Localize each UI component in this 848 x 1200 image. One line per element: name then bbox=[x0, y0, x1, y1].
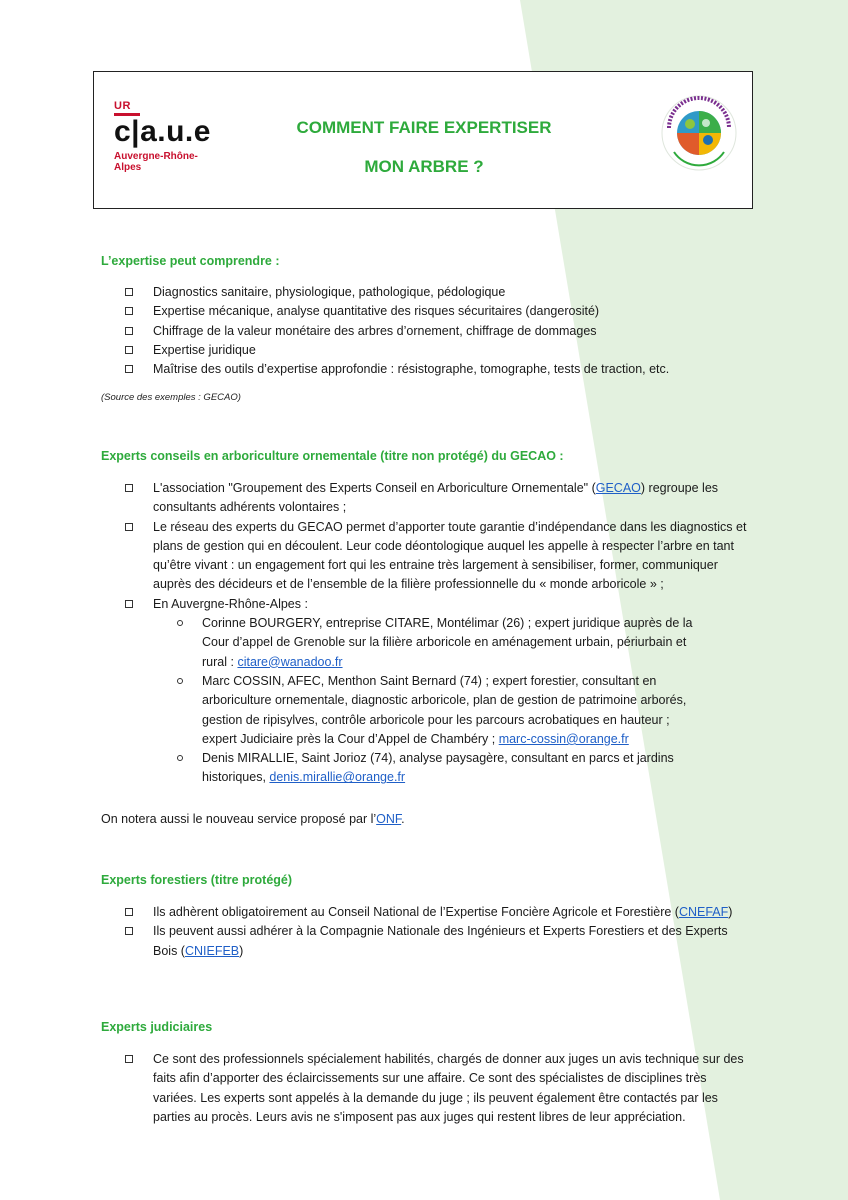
email-link-citare[interactable]: citare@wanadoo.fr bbox=[237, 654, 343, 669]
expert-item: Marc COSSIN, AFEC, Menthon Saint Bernard (74) ; expert forestier, consultant en arboriculture ornementale, diagnostic arboricole, plan de gestion de patrimoine arborés, gestion de ripisylves, contrôle arboricole pour les parcours acrobatiques en hauteur ; expert Judiciaire près la Cour d’Appel de Chambéry ; marc-cossin@orange.fr bbox=[177, 672, 695, 749]
circle-bullet-icon bbox=[177, 678, 183, 684]
checkbox-bullet-icon bbox=[125, 600, 133, 608]
cniefeb-link[interactable]: CNIEFEB bbox=[184, 943, 240, 958]
caue-logo bbox=[114, 100, 224, 180]
list-item: En Auvergne-Rhône-Alpes : Corinne BOURGERY, entreprise CITARE, Montélimar (26) ; expert juridique auprès de la Cour d’appel de Grenoble sur la filière arboricole en aménagement urbain, périurbain et rural : citare@wanadoo.fr Marc COSSIN, AFEC, Menthon Saint Bernard (74) ; expert forestier, consultant en arboriculture ornementale, diagnostic arboricole, plan de gestion de patrimoine arborés, gestion de ripisylves, contrôle arboricole pour les parcours acrobatiques en hauteur ; expert Judiciaire près la Cour d’Appel de Chambéry ; marc-cossin@orange.fr Denis MIRALLIE, Saint Jorioz (74), analyse paysagère, consultant en parcs et jardins historiques, denis.mirallie@orange.fr bbox=[125, 595, 750, 788]
list-item: L'association "Groupement des Experts Conseil en Arboriculture Ornementale" (GECAO) regroupe les consultants adhérents volontaires ; bbox=[125, 479, 750, 518]
checkbox-bullet-icon bbox=[125, 927, 133, 935]
list-item: Expertise juridique bbox=[125, 341, 669, 360]
gecao-link[interactable]: GECAO bbox=[595, 481, 641, 495]
logo-caue-text: c|a.u.e bbox=[114, 114, 211, 148]
list-item: Maîtrise des outils d’expertise approfondie : résistographe, tomographe, tests de traction, etc. bbox=[125, 360, 669, 379]
gecao-list bbox=[125, 479, 750, 788]
checkbox-bullet-icon bbox=[125, 523, 133, 531]
onf-link[interactable]: ONF bbox=[376, 812, 402, 826]
circle-bullet-icon bbox=[177, 620, 183, 626]
checkbox-bullet-icon bbox=[125, 484, 133, 492]
list-item: Diagnostics sanitaire, physiologique, pathologique, pédologique bbox=[125, 283, 669, 302]
checkbox-bullet-icon bbox=[125, 346, 133, 354]
header-box bbox=[93, 71, 753, 209]
list-item: Le réseau des experts du GECAO permet d’apporter toute garantie d’indépendance dans les diagnostics et plans de gestion qui en découlent. Leur code déontologique auquel les appelle à respecter l’arbre en tant qu’être vivant : un engagement fort qui les entraine très largement à sensibiliser, former, communiquer auprès des décideurs et de l’ensemble de la filière professionnelle du « monde arboricole » ; bbox=[125, 518, 750, 595]
checkbox-bullet-icon bbox=[125, 365, 133, 373]
list-item: Chiffrage de la valeur monétaire des arbres d’ornement, chiffrage de dommages bbox=[125, 322, 669, 341]
section-title-forestiers: Experts forestiers (titre protégé) bbox=[101, 873, 293, 887]
expertise-list bbox=[125, 283, 669, 379]
expert-item: Corinne BOURGERY, entreprise CITARE, Montélimar (26) ; expert juridique auprès de la Cour d’appel de Grenoble sur la filière arboricole en aménagement urbain, périurbain et rural : citare@wanadoo.fr bbox=[177, 614, 695, 672]
experts-sublist bbox=[125, 614, 695, 788]
page-title bbox=[244, 108, 604, 186]
onf-note: On notera aussi le nouveau service proposé par l’ONF. bbox=[101, 812, 405, 826]
checkbox-bullet-icon bbox=[125, 327, 133, 335]
section-title-gecao: Experts conseils en arboriculture ornementale (titre non protégé) du GECAO : bbox=[101, 449, 564, 463]
title-line-2: MON ARBRE ? bbox=[364, 157, 484, 176]
logo-ur-text: UR bbox=[114, 100, 131, 112]
email-link-cossin[interactable]: marc-cossin@orange.fr bbox=[498, 731, 629, 746]
judiciaires-list bbox=[125, 1050, 750, 1127]
logo-region-text: Auvergne-Rhône-Alpes bbox=[114, 150, 198, 173]
section-title-expertise: L’expertise peut comprendre : bbox=[101, 254, 280, 268]
biodiversity-observatory-seal-icon bbox=[660, 94, 738, 172]
list-item: Ils peuvent aussi adhérer à la Compagnie Nationale des Ingénieurs et Experts Forestiers et des Experts Bois (CNIEFEB) bbox=[125, 922, 750, 961]
section-title-judiciaires: Experts judiciaires bbox=[101, 1020, 213, 1034]
list-item: Ce sont des professionnels spécialement habilités, chargés de donner aux juges un avis technique sur des faits afin d’apporter des éclaircissements sur une affaire. Ce sont des spécialistes de disciplines très variées. Les experts sont appelés à la demande du juge ; ils peuvent également être contactés par les parties au procès. Leurs avis ne s'imposent pas aux juges qui restent libres de leur appréciation. bbox=[125, 1050, 750, 1127]
forestiers-list bbox=[125, 903, 750, 961]
title-line-1: COMMENT FAIRE EXPERTISER bbox=[296, 118, 552, 137]
cnefaf-link[interactable]: CNEFAF bbox=[678, 905, 729, 919]
circle-bullet-icon bbox=[177, 755, 183, 761]
checkbox-bullet-icon bbox=[125, 307, 133, 315]
checkbox-bullet-icon bbox=[125, 908, 133, 916]
checkbox-bullet-icon bbox=[125, 288, 133, 296]
list-item: Expertise mécanique, analyse quantitative des risques sécuritaires (dangerosité) bbox=[125, 302, 669, 321]
checkbox-bullet-icon bbox=[125, 1055, 133, 1063]
email-link-mirallie[interactable]: denis.mirallie@orange.fr bbox=[269, 770, 406, 785]
expert-item: Denis MIRALLIE, Saint Jorioz (74), analyse paysagère, consultant en parcs et jardins historiques, denis.mirallie@orange.fr bbox=[177, 749, 695, 788]
source-note: (Source des exemples : GECAO) bbox=[101, 392, 241, 403]
list-item: Ils adhèrent obligatoirement au Conseil National de l’Expertise Foncière Agricole et Forestière (CNEFAF) bbox=[125, 903, 750, 922]
